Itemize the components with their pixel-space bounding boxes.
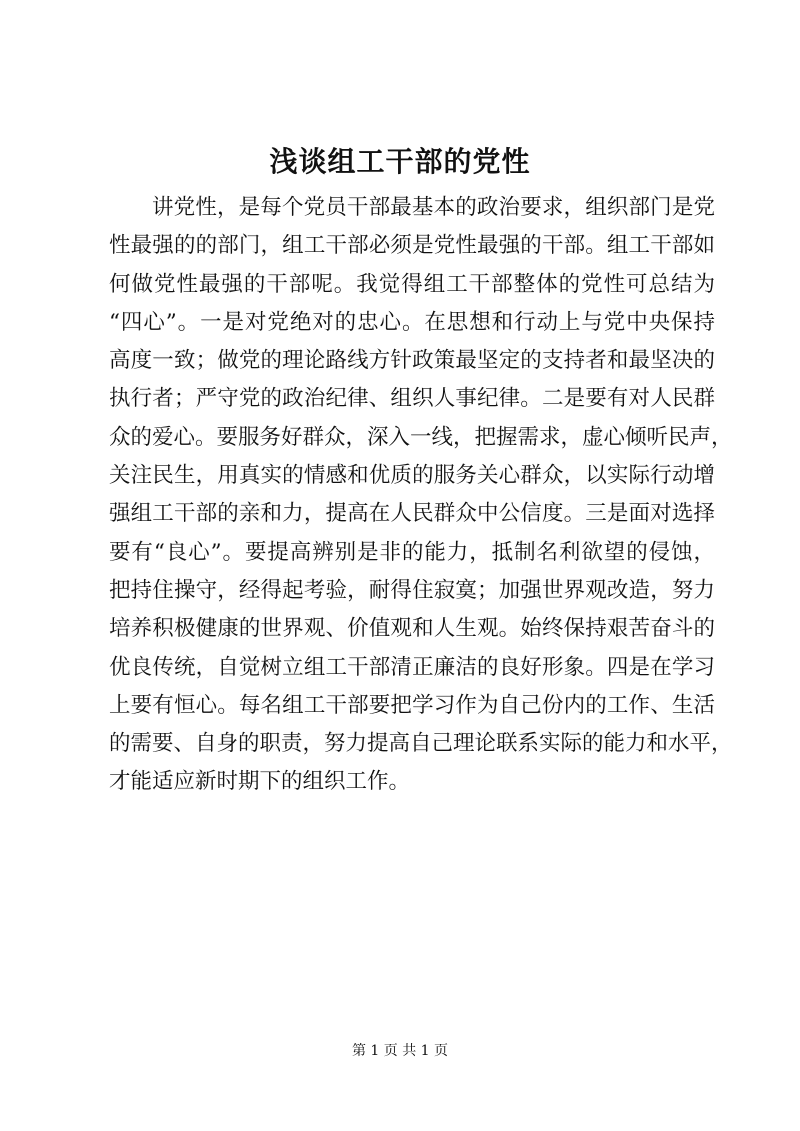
paragraph-line: 高度一致；做党的理论路线方针政策最坚定的支持者和最坚决的 bbox=[109, 348, 715, 374]
document-title: 浅谈组工干部的党性 bbox=[269, 145, 531, 178]
paragraph-line: 把持住操守，经得起考验，耐得住寂寞；加强世界观改造，努力 bbox=[109, 577, 715, 603]
paragraph-line: 执行者；严守党的政治纪律、组织人事纪律。二是要有对人民群 bbox=[109, 386, 715, 412]
paragraph-line: 上要有恒心。每名组工干部要把学习作为自己份内的工作、生活 bbox=[109, 692, 715, 718]
paragraph-line: 何做党性最强的干部呢。我觉得组工干部整体的党性可总结为 bbox=[109, 271, 715, 297]
paragraph-line: 要有“良心”。要提高辨别是非的能力，抵制名利欲望的侵蚀， bbox=[109, 539, 715, 565]
paragraph-line: 众的爱心。要服务好群众，深入一线，把握需求，虚心倾听民声， bbox=[109, 424, 733, 450]
page-number-footer: 第 1 页 共 1 页 bbox=[351, 1043, 449, 1059]
body-paragraph bbox=[109, 189, 733, 802]
paragraph-line: 培养积极健康的世界观、价值观和人生观。始终保持艰苦奋斗的 bbox=[109, 616, 715, 642]
paragraph-line: 才能适应新时期下的组织工作。 bbox=[109, 769, 411, 795]
paragraph-line: “四心”。一是对党绝对的忠心。在思想和行动上与党中央保持 bbox=[109, 309, 715, 335]
paragraph-line: 的需要、自身的职责，努力提高自己理论联系实际的能力和水平， bbox=[109, 731, 733, 757]
paragraph-line: 优良传统，自觉树立组工干部清正廉洁的良好形象。四是在学习 bbox=[109, 654, 715, 680]
paragraph-line: 强组工干部的亲和力，提高在人民群众中公信度。三是面对选择 bbox=[109, 501, 715, 527]
paragraph-line: 关注民生，用真实的情感和优质的服务关心群众，以实际行动增 bbox=[109, 463, 715, 489]
paragraph-line: 讲党性，是每个党员干部最基本的政治要求，组织部门是党 bbox=[152, 195, 715, 220]
paragraph-line: 性最强的的部门，组工干部必须是党性最强的干部。组工干部如 bbox=[109, 233, 715, 259]
